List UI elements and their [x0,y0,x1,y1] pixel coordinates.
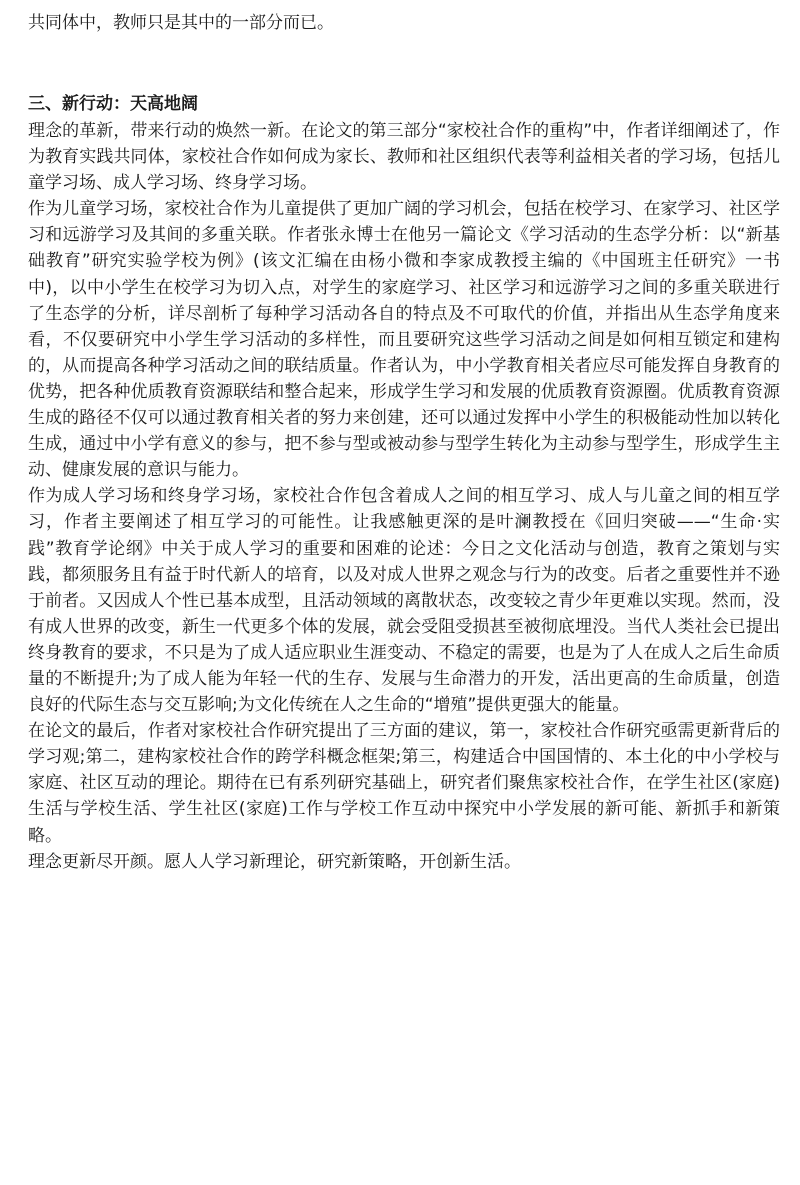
paragraph: 作为成人学习场和终身学习场，家校社合作包含着成人之间的相互学习、成人与儿童之间的相互学习，作者主要阐述了相互学习的可能性。让我感触更深的是叶澜教授在《回归突破——“生命·实践”教育学论纲》中关于成人学习的重要和困难的论述：今日之文化活动与创造，教育之策划与实践，都须服务且有益于时代新人的培育，以及对成人世界之观念与行为的改变。后者之重要性并不逊于前者。又因成人个性已基本成型，且活动领域的离散状态，改变较之青少年更难以实现。然而，没有成人世界的改变，新生一代更多个体的发展，就会受阻受损甚至被彻底埋没。当代人类社会已提出终身教育的要求，不只是为了成人适应职业生涯变动、不稳定的需要，也是为了人在成人之后生命质量的不断提升;为了成人能为年轻一代的生存、发展与生命潜力的开发，活出更高的生命质量，创造良好的代际生态与交互影响;为文化传统在人之生命的“增殖”提供更强大的能量。 [28,486,780,716]
paragraph: 理念更新尽开颜。愿人人学习新理论，研究新策略，开创新生活。 [28,851,521,872]
paragraph: 理念的革新，带来行动的焕然一新。在论文的第三部分“家校社合作的重构”中，作者详细阐述了，作为教育实践共同体，家校社合作如何成为家长、教师和社区组织代表等利益相关者的学习场，包括儿童学习场、成人学习场、终身学习场。 [28,121,780,194]
continued-paragraph-line: 共同体中，教师只是其中的一部分而已。 [28,13,334,33]
section-heading: 三、新行动：天高地阔 [28,94,198,114]
paragraph: 作为儿童学习场，家校社合作为儿童提供了更加广阔的学习机会，包括在校学习、在家学习、社区学习和远游学习及其间的多重关联。作者张永博士在他另一篇论文《学习活动的生态学分析：以“新基础教育”研究实验学校为例》(该文汇编在由杨小微和李家成教授主编的《中国班主任研究》一书中)，以中小学生在校学习为切入点，对学生的家庭学习、社区学习和远游学习之间的多重关联进行了生态学的分析，详尽剖析了每种学习活动各自的特点及不可取代的价值，并指出从生态学角度来看，不仅要研究中小学生学习活动的多样性，而且要研究这些学习活动之间是如何相互锁定和建构的，从而提高各种学习活动之间的联结质量。作者认为，中小学教育相关者应尽可能发挥自身教育的优势，把各种优质教育资源联结和整合起来，形成学生学习和发展的优质教育资源圈。优质教育资源生成的路径不仅可以通过教育相关者的努力来创建，还可以通过发挥中小学生的积极能动性加以转化生成，通过中小学有意义的参与，把不参与型或被动参与型学生转化为主动参与型学生，形成学生主动、健康发展的意识与能力。 [28,199,780,481]
section-body [28,118,780,875]
paragraph: 在论文的最后，作者对家校社合作研究提出了三方面的建议，第一，家校社合作研究亟需更新背后的学习观;第二，建构家校社合作的跨学科概念框架;第三，构建适合中国国情的、本土化的中小学校与家庭、社区互动的理论。期待在已有系列研究基础上，研究者们聚焦家校社合作，在学生社区(家庭)生活与学校生活、学生社区(家庭)工作与学校工作互动中探究中小学发展的新可能、新抓手和新策略。 [28,721,780,846]
